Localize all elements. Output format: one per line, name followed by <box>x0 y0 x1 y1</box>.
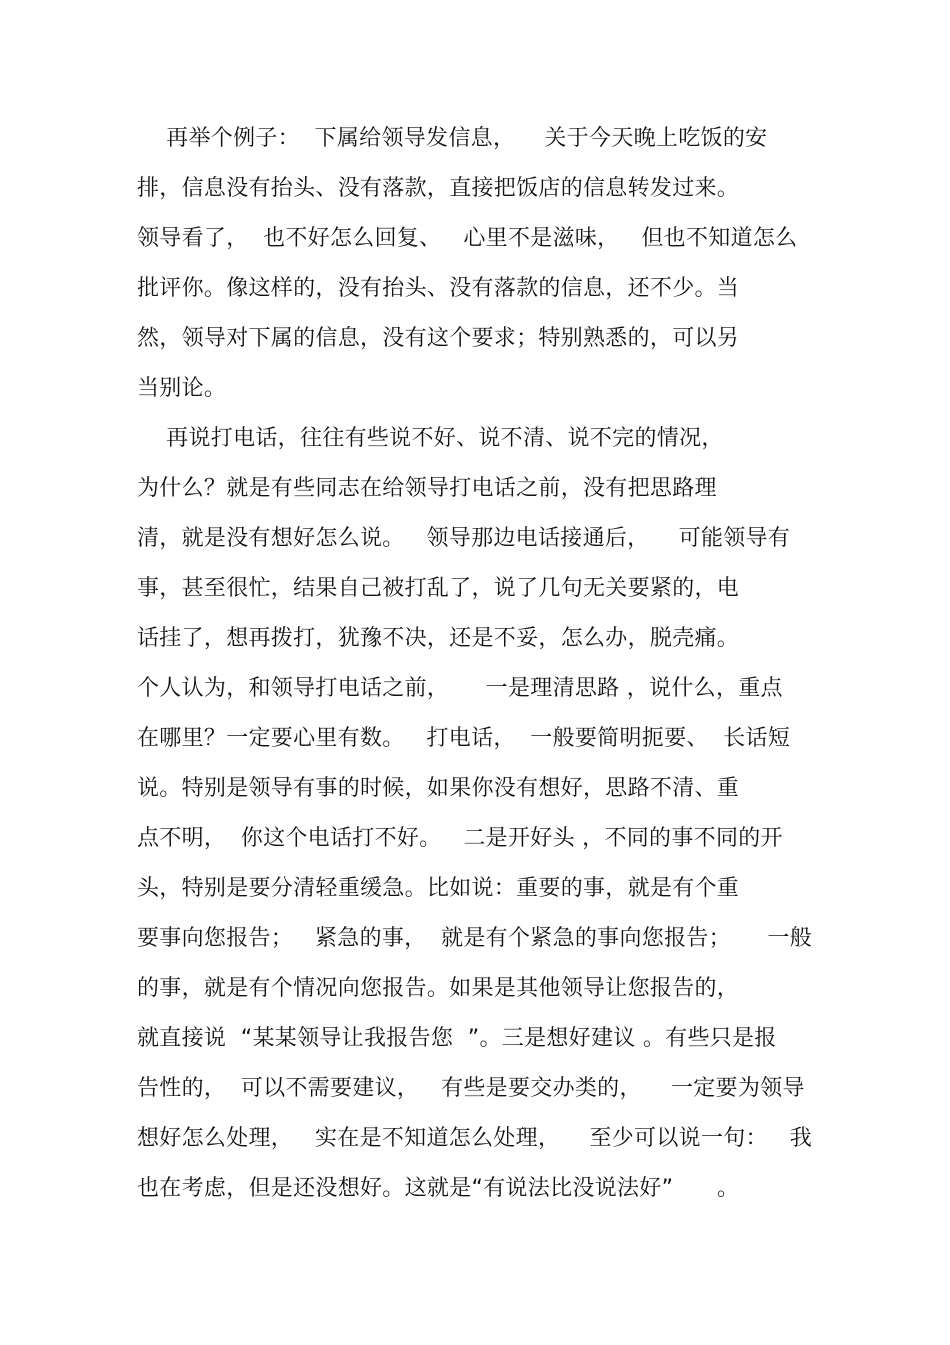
text-line: 事，甚至很忙，结果自己被打乱了，说了几句无关要紧的，电 <box>137 576 740 601</box>
text-line: 再说打电话，往往有些说不好、说不清、说不完的情况， <box>137 426 724 451</box>
text-line: 批评你。像这样的，没有抬头、没有落款的信息，还不少。当 <box>137 276 740 301</box>
text-line: 想好怎么处理， 实在是不知道怎么处理， 至少可以说一句： 我 <box>137 1126 813 1151</box>
text-line: 点不明， 你这个电话打不好。 二是开好头 ，不同的事不同的开 <box>137 826 783 851</box>
text-line: 再举个例子： 下属给领导发信息， 关于今天晚上吃饭的安 <box>137 126 768 151</box>
text-line: 的事，就是有个情况向您报告。如果是其他领导让您报告的， <box>137 976 740 1001</box>
text-line: 就直接说 “某某领导让我报告您 ”。三是想好建议 。有些只是报 <box>137 1026 777 1051</box>
text-line: 然，领导对下属的信息，没有这个要求；特别熟悉的，可以另 <box>137 326 740 351</box>
text-line: 要事向您报告； 紧急的事， 就是有个紧急的事向您报告； 一般 <box>137 926 813 951</box>
text-line: 个人认为，和领导打电话之前， 一是理清思路 ，说什么，重点 <box>137 676 783 701</box>
text-line: 清，就是没有想好怎么说。 领导那边电话接通后， 可能领导有 <box>137 526 791 551</box>
text-line: 告性的， 可以不需要建议， 有些是要交办类的， 一定要为领导 <box>137 1076 805 1101</box>
text-line: 话挂了，想再拨打，犹豫不决，还是不妥，怎么办，脱壳痛。 <box>137 626 740 651</box>
text-line: 也在考虑，但是还没想好。这就是“有说法比没说法好” 。 <box>137 1176 740 1201</box>
text-line: 说。特别是领导有事的时候，如果你没有想好，思路不清、重 <box>137 776 740 801</box>
text-line: 在哪里？一定要心里有数。 打电话， 一般要简明扼要、 长话短 <box>137 726 791 751</box>
text-line: 领导看了， 也不好怎么回复、 心里不是滋味， 但也不知道怎么 <box>137 226 798 251</box>
text-line: 排，信息没有抬头、没有落款，直接把饭店的信息转发过来。 <box>137 176 740 201</box>
text-line: 为什么？就是有些同志在给领导打电话之前，没有把思路理 <box>137 476 717 501</box>
text-line: 当别论。 <box>137 376 227 401</box>
text-line: 头，特别是要分清轻重缓急。比如说：重要的事，就是有个重 <box>137 876 740 901</box>
